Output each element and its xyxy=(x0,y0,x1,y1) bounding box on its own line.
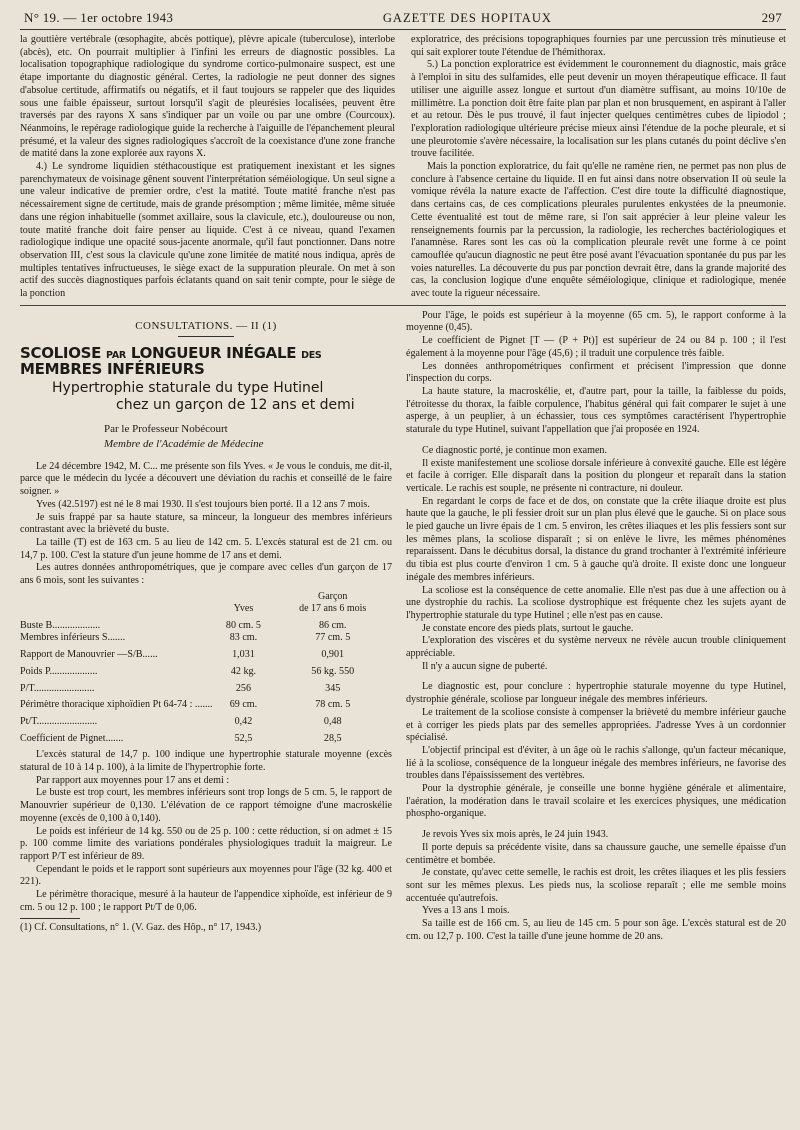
cell-value: 0,48 xyxy=(323,715,342,727)
anthropometric-table xyxy=(20,590,392,746)
paragraph: Le diagnostic est, pour conclure : hypertrophie staturale moyenne du type Hutinel, dystrophie générale, scoliose par longueur inégale des membres inférieurs. xyxy=(406,681,786,706)
section-divider xyxy=(20,305,786,306)
cell-value: 86 cm. xyxy=(318,619,347,631)
title-part: DES xyxy=(301,350,322,362)
cell-value: 256 xyxy=(235,682,252,694)
table-row xyxy=(20,679,392,696)
journal-name: GAZETTE DES HOPITAUX xyxy=(382,11,552,25)
paragraph: 5.) La ponction exploratrice est évidemment le couronnement du diagnostic, mais grâce à l'emploi in situ des sulfamides, elle peut devenir un moyen thérapeutique efficace. Il faut utiliser une aiguille assez longue et surtout d'un diamètre suffisant, au moins 10/10e de millimètre. La ponction doit être faite plan par plan et non brusquement, en aspirant à l'aller et au retour. Dès le pus trouvé, il faut injecter quelques centimètres cubes de lipiodol ; l'exploration radiologique ultérieure précise mieux ainsi l'étendue de la poche pleurale, et si une pleurotomie s'avère nécessaire, la localisation sur les plans cutanés du point déclive s'en trouve facilitée. xyxy=(411,59,786,160)
table-row xyxy=(20,712,392,729)
paragraph: Par rapport aux moyennes pour 17 ans et demi : xyxy=(36,774,230,786)
cell-value: 78 cm. 5 xyxy=(315,699,351,711)
paragraph: Les données anthropométriques confirment et précisent l'impression que donne l'inspection du corps. xyxy=(406,360,786,385)
paragraph: Je suis frappé par sa haute stature, sa minceur, la longueur des membres inférieurs contrastant avec la brièveté du buste. xyxy=(20,511,392,536)
row-label: Pt/T........................ xyxy=(20,715,98,727)
paragraph: Je constate, qu'avec cette semelle, le rachis est droit, les crêtes iliaques et les plis fessiers sont sur les mêmes plexus. Les pieds nus, la scoliose reparaît ; elle me semble moins accentuée qu'autrefois. xyxy=(406,867,786,904)
continued-article xyxy=(20,34,786,301)
paragraph: Le buste est trop court, les membres inférieurs sont trop longs de 5 cm. 5, le rapport de Manouvrier supérieur de 0,130. L'élévation de ce rapport témoigne d'une macroskélie moyenne (excès de 0,100 à 0,140). xyxy=(20,787,392,824)
paragraph: Le coefficient de Pignet [T — (P + Pt)] est supérieur de 24 ou 84 p. 100 ; il l'est également à la moyenne pour l'âge (45,6) ; il traduit une corpulence très faible. xyxy=(406,335,786,359)
paragraph: En regardant le corps de face et de dos, on constate que la crête iliaque droite est plus haute que la gauche, le pli fessier droit sur un plan plus élevé que le gauche. Si on place sous le pied gauche un livre épais de 1 cm. 5 environ, les crêtes iliaques et les plis fessiers sont sur les mêmes plans, la scoliose disparaît ; si on enlève le livre, les mêmes phénomènes reparaissent. Dans le décubitus dorsal, la distance du grand trochanter à l'extrémité inférieure du tibia est plus courte d'environ 1 cm. 5 à gauche qu'à droite. Il existe donc une longueur inégale des membres inférieurs. xyxy=(406,495,786,583)
paragraph: Le périmètre thoracique, mesuré à la hauteur de l'appendice xiphoïde, est inférieur de 9 cm. 5 ou 12 p. 100 ; le rapport Pt/T de 0,06. xyxy=(20,889,392,913)
row-label: Membres inférieurs S....... xyxy=(20,632,126,644)
article-left-column xyxy=(20,310,392,944)
column-header-line: de 17 ans 6 mois xyxy=(299,602,367,614)
title-part: MEMBRES INFÉRIEURS xyxy=(20,360,205,379)
cell-value: 345 xyxy=(325,682,341,694)
cell-value: 0,901 xyxy=(321,649,345,661)
row-label: Buste B................... xyxy=(20,619,101,631)
table-row xyxy=(20,662,392,679)
column-header: Yves xyxy=(233,602,254,614)
paragraph: Ce diagnostic porté, je continue mon examen. xyxy=(422,444,607,456)
row-label: P/T........................ xyxy=(20,682,95,694)
table-row xyxy=(20,632,392,645)
paragraph: Yves (42.5197) est né le 8 mai 1930. Il s'est toujours bien porté. Il a 12 ans 7 mois. xyxy=(36,498,370,510)
article-title xyxy=(20,344,392,379)
paragraph: Pour l'âge, le poids est supérieur à la moyenne (65 cm. 5), le rapport conforme à la moyenne (0,45). xyxy=(406,309,786,334)
table-header-row xyxy=(20,590,392,616)
paragraph: Sa taille est de 166 cm. 5, au lieu de 145 cm. 5 pour son âge. L'excès statural est de 20 cm. ou 12,7 p. 100. C'est la taille d'une jeune homme de 20 ans. xyxy=(406,918,786,942)
column-header xyxy=(273,590,392,616)
heading-rule xyxy=(178,336,234,337)
top-right-column xyxy=(411,34,786,301)
page-number: 297 xyxy=(761,10,782,25)
cell-value: 56 kg. 550 xyxy=(311,665,355,677)
paragraph: La taille (T) est de 163 cm. 5 au lieu de 142 cm. 5. L'excès statural est de 21 cm. ou 14,7 p. 100. C'est la stature d'un jeune homme de 17 ans et demi. xyxy=(20,536,392,561)
paragraph: L'excès statural de 14,7 p. 100 indique une hypertrophie staturale moyenne (excès statural de 10 à 14 p. 100), à la limite de l'hypertrophie forte. xyxy=(20,749,392,774)
cell-value: 42 kg. xyxy=(230,665,257,677)
footnote: (1) Cf. Consultations, n° 1. (V. Gaz. des Hôp., n° 17, 1943.) xyxy=(20,922,262,934)
paragraph: Cependant le poids et le rapport sont supérieurs aux moyennes pour l'âge (32 kg. 400 et 221). xyxy=(20,863,392,888)
running-header xyxy=(20,10,786,30)
cell-value: 69 cm. xyxy=(229,699,258,711)
paragraph: Yves a 13 ans 1 mois. xyxy=(422,905,510,917)
article-subtitle: Hypertrophie staturale du type Hutinel xyxy=(52,379,324,396)
title-part: SCOLIOSE xyxy=(20,344,102,363)
paragraph: La haute stature, la macroskélie, et, d'autre part, pour la taille, la faiblesse du poids, l'étroitesse du thorax, la faible corpulence, l'habitus général qui fait comparer le sujet à une asperge, à un peuplier, à un échassier, tous ces symptômes caractérisent l'hypertrophie staturale du type Hutinel, suivant l'appellation que j'ai proposée en 1924. xyxy=(406,385,786,436)
article-right-column xyxy=(406,310,786,944)
cell-value: 0,42 xyxy=(234,715,253,727)
paragraph: Je constate encore des pieds plats, surtout le gauche. xyxy=(422,622,634,634)
table-row xyxy=(20,695,392,712)
paragraph: L'objectif principal est d'éviter, à un âge où le rachis s'allonge, qu'un facteur mécanique, lié à la scoliose, conséquence de la longueur inégale des membres inférieurs, ne favorise des troubles dans l'épaississement des vertèbres. xyxy=(406,744,786,782)
footnote-rule xyxy=(20,918,80,919)
paragraph: Le 24 décembre 1942, M. C... me présente son fils Yves. « Je vous le conduis, me dit-il, parce que le médecin du lycée a découvert une déviation du rachis et conseillé de le faire soigner. » xyxy=(20,460,392,498)
series-heading: CONSULTATIONS. — II (1) xyxy=(135,319,277,332)
cell-value: 52,5 xyxy=(234,732,253,744)
paragraph: Mais la ponction exploratrice, du fait qu'elle ne ramène rien, ne permet pas non plus de conclure à l'absence certaine du liquide. Il en fut ainsi dans notre observation II où seule la vomique révéla la nature exacte de l'affection. C'est dire toute la difficulté diagnostique, dans certains cas, de ces complications pleurales purulentes enkystées de la pneumonie. Cette éventualité est tout de même rare, si l'on sait apprécier à leur pleine valeur les renseignements fournis par la percussion, la radiologie, les recherches bactériologiques et l'anamnèse. Rares sont les cas où la complication pleurale revêt une forme à ce point camouflée qu'aucun diagnostic ne peut être posé avant l'évacuation spontanée du pus par les voies naturelles. La découverte du pus par ponction devrait être, dans la grande majorité des cas, la conclusion logique d'une enquête séméiologique, clinique et radiologique, menée avec toute la rigueur nécessaire. xyxy=(411,161,786,300)
paragraph: la gouttière vertébrale (œsophagite, abcès pottique), plèvre apicale (tuberculose), interlobe (abcès), etc. On pourrait multiplier à l'infini les erreurs de diagnostic possibles. La localisation topographique radiologique du syndrome cortico-pulmonaire suspect, est une étape importante du diagnostic général. Certes, la radiologie ne peut donner des signes d'absolue certitude, affirmatifs ou négatifs, et il faut toujours se rappeler que des liquides sous une faible épaisseur, surtout lorsqu'il s'agit de pleurésies localisées, peuvent être traversés par des rayons X sans s'indiquer par un voile ou par une ombre (Courcoux). Néanmoins, le repérage radiologique guide la recherche à l'aiguille de l'épanchement pleural présumé, et la valeur des signes radiologiques s'accroît de la coexistance d'une zone franche de matité dans la zone explorée aux rayons X. xyxy=(20,34,395,160)
paragraph: Pour la dystrophie générale, je conseille une bonne hygiène générale et alimentaire, l'aération, la modération dans le travail scolaire et les exercices physiques, une médication phospho-organique. xyxy=(406,783,786,820)
cell-value: 77 cm. 5 xyxy=(315,632,351,644)
row-label: Rapport de Manouvrier —S/B...... xyxy=(20,649,158,661)
paragraph: Les autres données anthropométriques, que je compare avec celles d'un garçon de 17 ans 6 mois, sont les suivantes : xyxy=(20,562,392,587)
paragraph: 4.) Le syndrome liquidien stéthacoustique est pratiquement inexistant et les signes parenchymateux de voisinage gênent souvent l'interprétation séméiologique. Un seul signe a une valeur indicative de premier ordre, c'est la matité. Toute matité franche n'est pas nécessairement signe de certitude, mais de grande présomption ; même limitée, même située dans une région inhabituelle (sommet axillaire, sous la clavicule, etc.), douloureuse ou non, toute matité franche doit faire penser au liquide. C'est à ce niveau, quand l'examen radiologique indique une opacité sous-jacente anormale, qu'il faut ponctionner. Dans notre observation III, c'est sous la clavicule qu'une zone limitée de matité nous indiqua, après de multiples tentatives infructueuses, le siège exact de la suppuration pleurale. On met à son actif des succès diagnostiques parfois éclatants quand on sait tenir compte, pour le siège de la ponction xyxy=(20,161,395,300)
paragraph: Il existe manifestement une scoliose dorsale inférieure à convexité gauche. Elle est légère et facile à corriger. Elle disparaît dans la position du plongeur et reparaît dans la station verticale. Le rachis est souple, ne présente ni contracture, ni douleur. xyxy=(406,457,786,494)
table-row xyxy=(20,616,392,633)
table-row xyxy=(20,645,392,662)
paragraph: Le traitement de la scoliose consiste à compenser la brièveté du membre inférieur gauche et à corriger les pieds plats par des semelles appropriées. J'adresse Yves à un cordonnier spécialisé. xyxy=(406,706,786,744)
new-article xyxy=(20,310,786,944)
author-line: Par le Professeur Nobécourt xyxy=(104,423,228,436)
row-label: Poids P................... xyxy=(20,665,98,677)
title-part: LONGUEUR INÉGALE xyxy=(130,344,297,363)
paragraph: Il n'y a aucun signe de puberté. xyxy=(422,660,548,672)
paragraph: Le poids est inférieur de 14 kg. 550 ou de 25 p. 100 : cette réduction, si on admet ± 15 p. 100 comme limite des variations pondérales physiologiques traduit la maigreur. Le rapport P/T est inférieur de 89. xyxy=(20,825,392,862)
paragraph: La scoliose est la conséquence de cette anomalie. Elle n'est pas due à une affection ou à une dystrophie du rachis. La scoliose dystrophique est fréquente chez les sujets ayant de l'hypertrophie staturale du type Hutinel ; elle n'est pas en cause. xyxy=(406,584,786,621)
title-part: PAR xyxy=(106,350,126,362)
author-affiliation: Membre de l'Académie de Médecine xyxy=(104,437,264,450)
column-header-line: Garçon xyxy=(318,590,348,602)
cell-value: 83 cm. xyxy=(229,632,258,644)
top-left-column xyxy=(20,34,395,301)
article-subtitle: chez un garçon de 12 ans et demi xyxy=(116,396,355,413)
cell-value: 1,031 xyxy=(232,649,255,661)
paragraph: Je revois Yves six mois après, le 24 juin 1943. xyxy=(422,829,609,841)
paragraph: exploratrice, des précisions topographiques fournies par une percussion très minutieuse et qui sait explorer toute l'étendue de l'hémithorax. xyxy=(411,34,786,58)
paragraph: L'exploration des viscères et du système nerveux ne révèle aucun trouble cliniquement appréciable. xyxy=(406,635,786,660)
cell-value: 28,5 xyxy=(323,732,342,744)
cell-value: 80 cm. 5 xyxy=(225,619,261,631)
row-label: Coefficient de Pignet....... xyxy=(20,732,124,744)
issue-date: N° 19. — 1er octobre 1943 xyxy=(24,10,174,25)
paragraph: Il porte depuis sa précédente visite, dans sa chaussure gauche, une semelle épaisse d'un centimètre et bombée. xyxy=(406,841,786,866)
table-row xyxy=(20,729,392,746)
row-label: Périmètre thoracique xiphoïdien Pt 64-74 : ....... xyxy=(20,699,213,711)
